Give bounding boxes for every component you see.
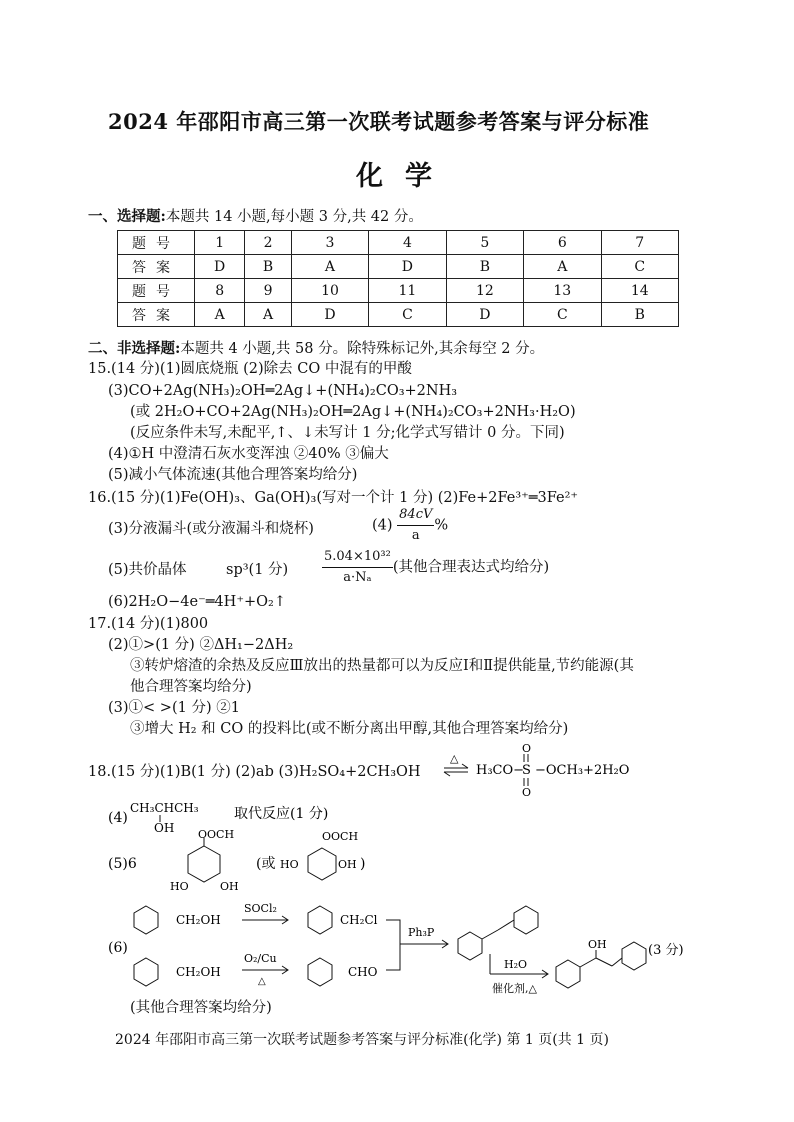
q16-line3b: sp³(1 分) [226,562,289,578]
fraction [397,505,434,546]
section1-desc: 本题共 14 小题,每小题 3 分,共 42 分。 [165,209,423,225]
q17-line2: (2)①>(1 分) ②ΔH₁−2ΔH₂ [108,637,294,653]
table-cell: A [291,255,368,279]
table-cell: C [601,255,678,279]
row-label: 答案 [118,255,195,279]
table-row [118,231,679,255]
section2-line [88,339,544,359]
table-cell: 3 [291,231,368,255]
hydroxyl-left: HO [170,880,189,893]
heat-condition: △ [258,976,266,987]
q18-part4 [108,798,438,834]
esterification-diagram [440,740,680,798]
table-cell: C [524,303,601,327]
q16-line1: 16.(15 分)(1)Fe(OH)₃、Ga(OH)₃(写对一个计 1 分) (2)Fe+2Fe³⁺═3Fe²⁺ [88,490,579,506]
fraction-denominator: a [411,528,420,543]
benzene-ring-icon [622,942,646,970]
benzene-ring-icon [308,906,332,934]
hydroxyl-right: OH [338,858,357,871]
benzyl-alcohol: CH₂OH [176,965,221,979]
fraction-denominator: a·Nₐ [343,570,372,585]
benzene-ring-icon [514,906,538,934]
q17-line3: ③转炉熔渣的余热及反应Ⅲ放出的热量都可以为反应Ⅰ和Ⅱ提供能量,节约能源(其 [130,658,634,674]
q16-line4: (6)2H₂O−4e⁻═4H⁺+O₂↑ [108,594,286,610]
q17-line1: 17.(14 分)(1)800 [88,616,209,632]
benzene-ring-icon [134,958,158,986]
page-title: 2024 年邵阳市高三第一次联考试题参考答案与评分标准 [108,109,650,134]
table-cell: 13 [524,279,601,303]
benzene-ring-icon [308,958,332,986]
table-row [118,303,679,327]
table-cell: 9 [245,279,291,303]
row-label: 题号 [118,231,195,255]
table-cell: A [245,303,291,327]
table-cell: C [369,303,446,327]
benzene-ring-icon [458,932,482,960]
q16-line2b: (4) [372,517,393,534]
q16-line3c: (其他合理表达式均给分) [392,559,550,576]
benzene-ring-icon [134,906,158,934]
row-label: 题号 [118,279,195,303]
percent-unit: % [434,517,449,534]
ester-oxygen-bottom: O [522,786,532,798]
page-footer: 2024 年邵阳市高三第一次联考试题参考答案与评分标准(化学) 第 1 页(共 1 页) [115,1032,609,1048]
q18-part5 [108,830,398,896]
table-cell: 14 [601,279,678,303]
table-cell: 12 [446,279,523,303]
hydroxyl-right: OH [220,880,239,893]
isopropanol-chain: CH₃CHCH₃ [130,801,199,815]
row-label: 答案 [118,303,195,327]
q15-line2: (3)CO+2Ag(NH₃)₂OH═2Ag↓+(NH₄)₂CO₃+2NH₃ [108,383,458,399]
part5-label: (5)6 [108,856,137,872]
q16-fraction1 [372,505,448,546]
alternative-open: (或 [256,856,276,872]
reagent-o2cu: O₂/Cu [244,952,277,965]
reagent-h2o: H₂O [504,958,528,971]
table-cell: 10 [291,279,368,303]
table-cell: D [369,255,446,279]
arrow-head [444,772,450,776]
fraction-numerator: 5.04×10³² [322,547,393,568]
table-cell: 8 [195,279,245,303]
benzyl-alcohol: CH₂OH [176,913,221,927]
q15-line4: (反应条件未写,未配平,↑、↓未写计 1 分;化学式写错计 0 分。下同) [130,425,565,441]
alkene-bond [482,930,498,939]
section2-heading: 二、非选择题: [88,340,181,357]
table-cell: 2 [245,231,291,255]
q15-line5: (4)①H 中澄清石灰水变浑浊 ②40% ③偏大 [108,446,389,462]
q15-line3: (或 2H₂O+CO+2Ag(NH₃)₂OH═2Ag↓+(NH₄)₂CO₃+2NH₃·H₂O) [130,404,576,420]
table-cell: 7 [601,231,678,255]
table-cell: A [524,255,601,279]
bond [580,958,596,967]
benzene-ring-icon [188,846,220,882]
hydroxyl-left: HO [280,858,299,871]
q15-line6: (5)减小气体流速(其他合理答案均给分) [108,467,358,483]
section1-line [88,207,423,227]
alkene-bond [498,920,514,930]
fraction-numerator: 84cV [397,505,434,526]
fraction [322,547,393,588]
reagent-ph3p: Ph₃P [408,926,435,939]
part6-label: (6) [108,940,128,956]
score-label: (3 分) [648,943,684,958]
ester-right: −OCH₃+2H₂O [535,763,630,778]
q18-note: (其他合理答案均给分) [130,1000,272,1016]
formate-group: OOCH [322,830,359,843]
table-cell: B [446,255,523,279]
arrow-head [462,764,468,768]
table-cell: 5 [446,231,523,255]
q16-line2a: (3)分液漏斗(或分液漏斗和烧杯) [108,521,314,537]
heat-condition: △ [450,752,459,765]
table-cell: 11 [369,279,446,303]
q18-line1: 18.(15 分)(1)B(1 分) (2)ab (3)H₂SO₄+2CH₃OH [88,764,421,780]
hydroxyl-group: OH [588,938,607,951]
q17-line6: ③增大 H₂ 和 CO 的投料比(或不断分离出甲醇,其他合理答案均给分) [130,721,569,737]
table-cell: 4 [369,231,446,255]
alternative-close: ) [360,856,366,872]
answer-table [117,230,679,327]
hydroxyl-group: OH [154,821,175,834]
bond [596,958,612,966]
merge-bracket [386,920,400,970]
q17-line4: 他合理答案均给分) [130,679,252,695]
table-cell: D [195,255,245,279]
q18-synthesis-route [108,894,728,998]
benzene-ring-icon [556,960,580,988]
ester-left: H₃CO− [476,763,525,778]
reagent-catalyst: 催化剂,△ [492,982,537,995]
benzaldehyde: CHO [348,965,378,979]
table-row [118,279,679,303]
section1-heading: 一、选择题: [88,208,166,225]
part4-label: (4) [108,810,128,826]
table-row [118,255,679,279]
benzene-ring-icon [308,848,336,880]
formate-group: OOCH [198,830,235,841]
table-cell: D [291,303,368,327]
benzyl-chloride: CH₂Cl [340,913,378,927]
table-cell: 6 [524,231,601,255]
q15-line1: 15.(14 分)(1)圆底烧瓶 (2)除去 CO 中混有的甲酸 [88,361,412,377]
table-cell: D [446,303,523,327]
reaction-type: 取代反应(1 分) [234,806,329,822]
section2-desc: 本题共 4 小题,共 58 分。除特殊标记外,其余每空 2 分。 [180,341,545,357]
table-cell: A [195,303,245,327]
ester-oxygen-top: O [522,742,532,755]
table-cell: 1 [195,231,245,255]
reagent-socl2: SOCl₂ [244,902,277,915]
q16-line3a: (5)共价晶体 [108,562,187,578]
table-cell: B [245,255,291,279]
subject-title: 化学 [356,161,454,192]
bond [612,958,622,966]
table-cell: B [601,303,678,327]
ester-sulfur: S [522,763,531,778]
q16-fraction2 [322,547,549,588]
q17-line5: (3)①< >(1 分) ②1 [108,700,240,716]
